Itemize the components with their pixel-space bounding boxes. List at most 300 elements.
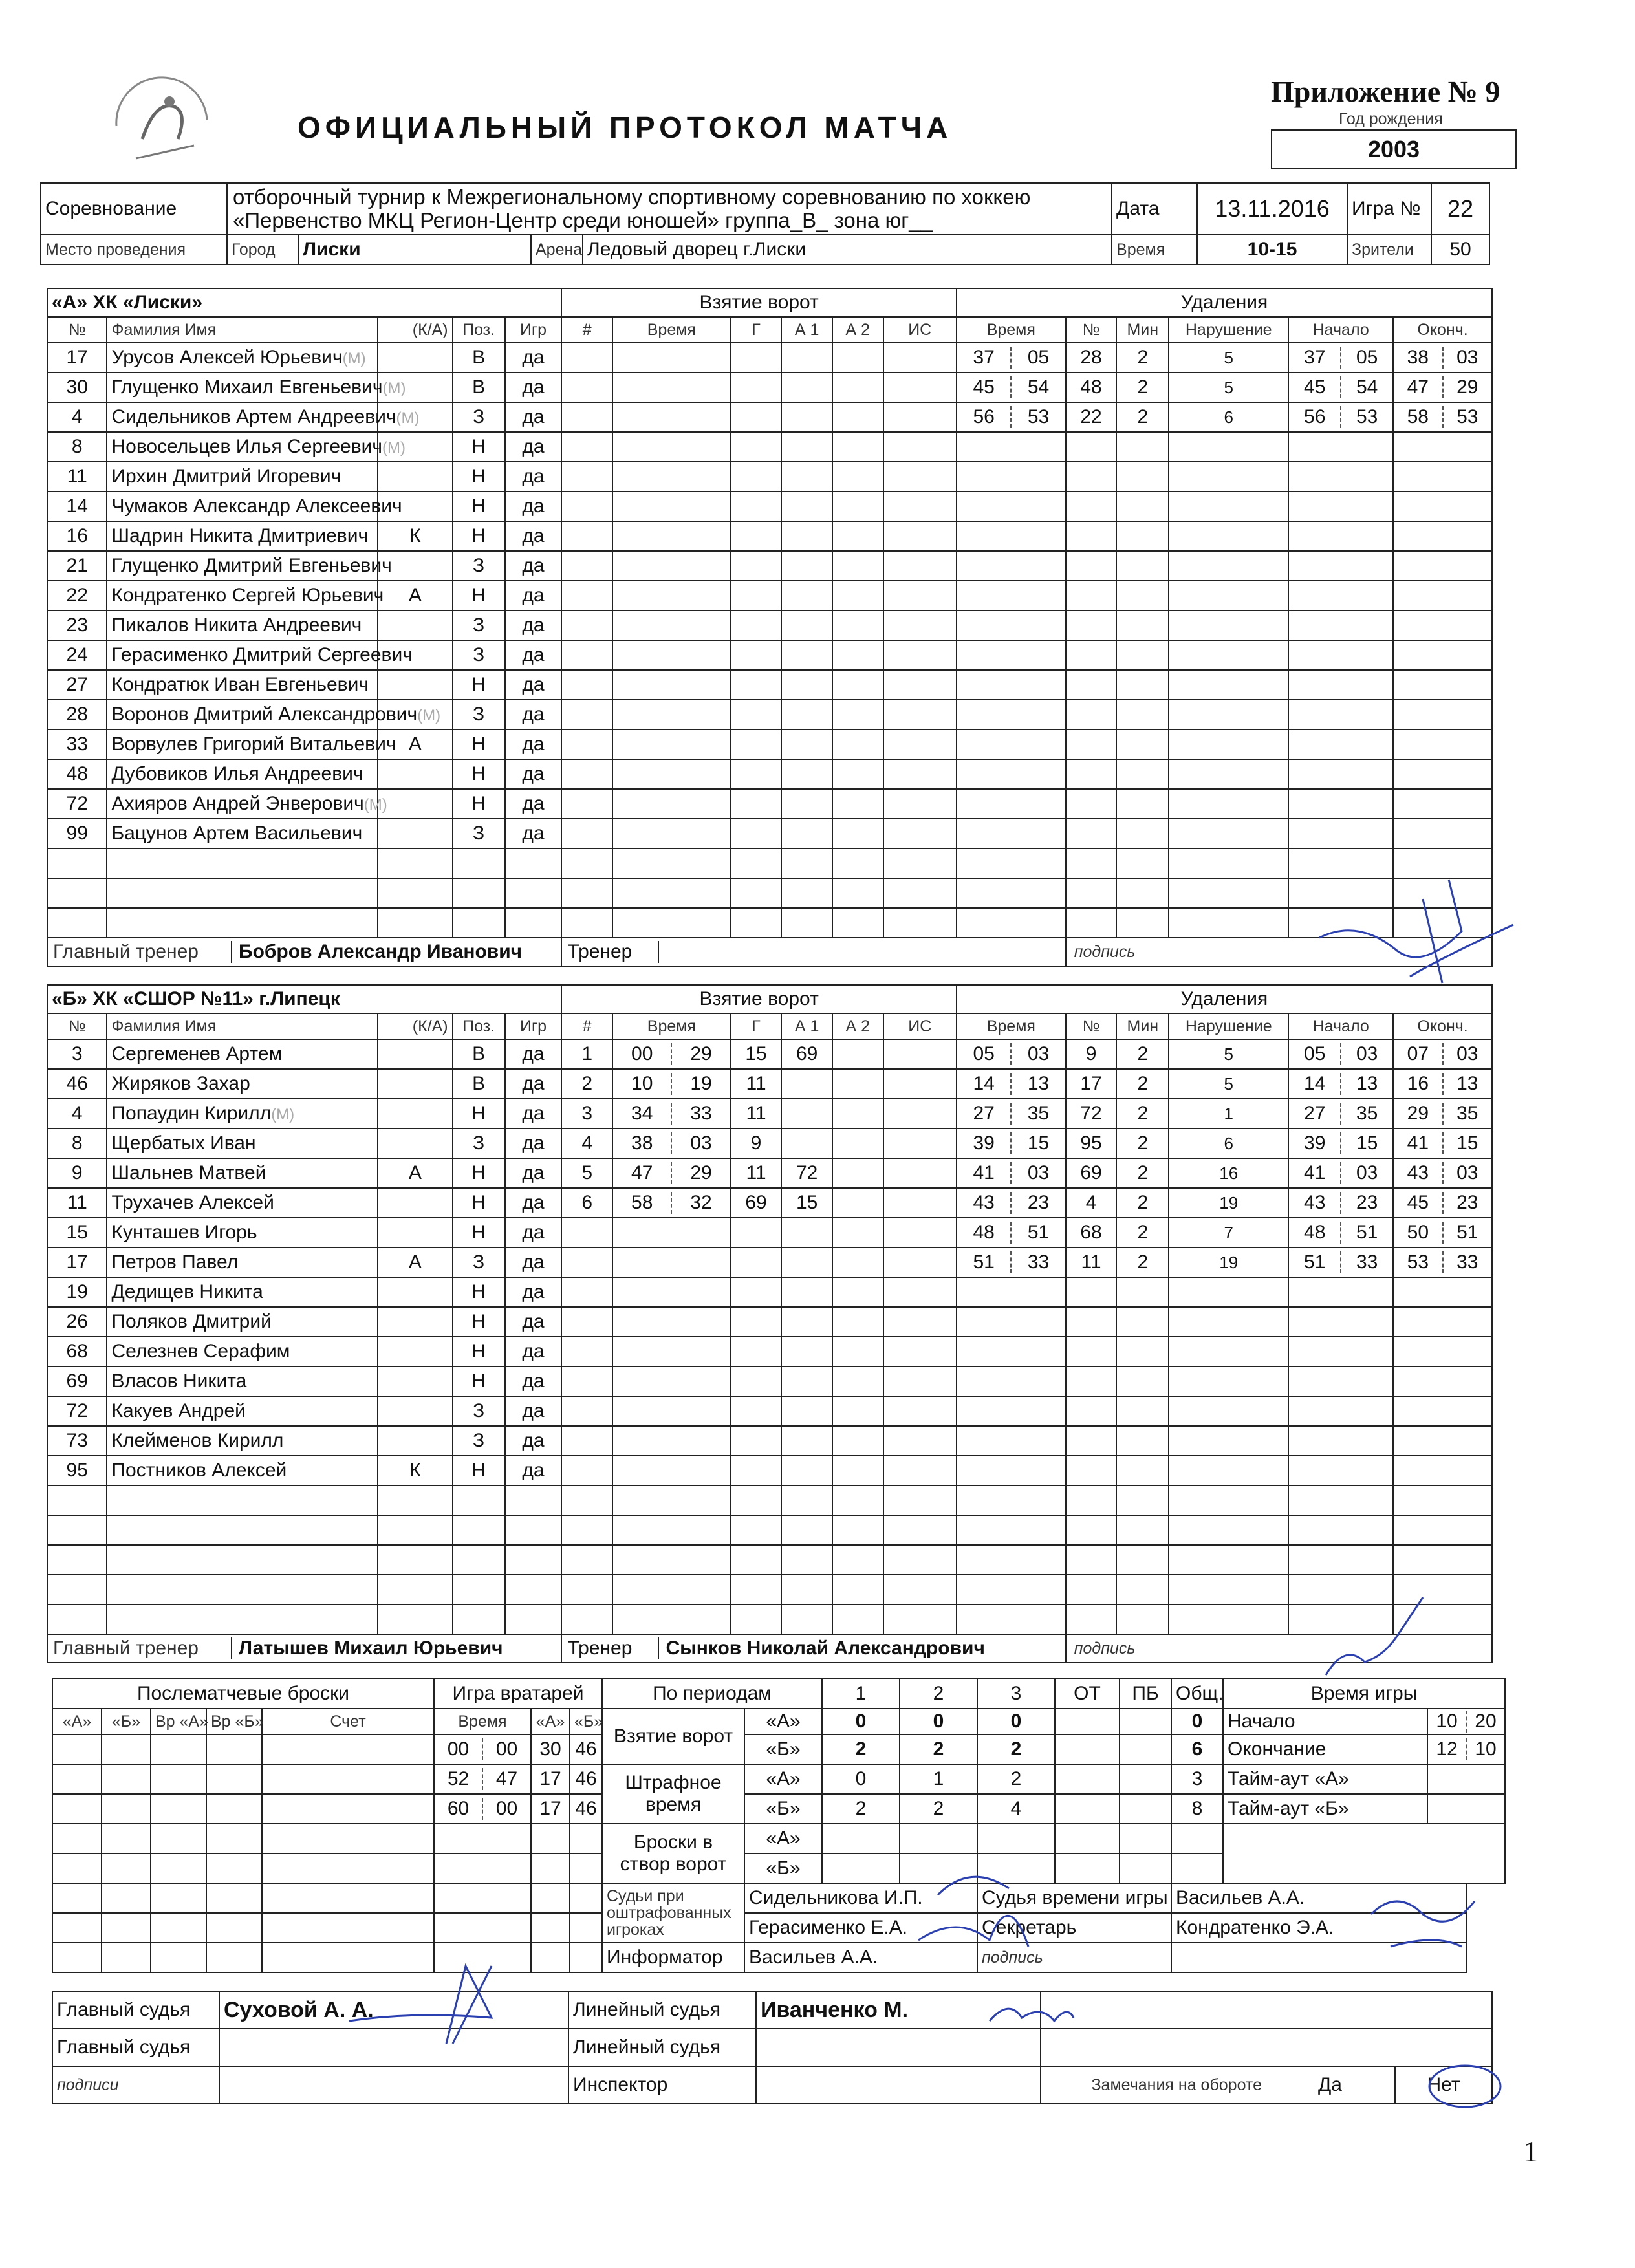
player-name: Шадрин Никита Дмитриевич	[111, 525, 369, 546]
player-number: 26	[47, 1307, 107, 1337]
signatures-label: подписи	[52, 2066, 219, 2104]
gk-row-3-b: 46	[570, 1794, 602, 1824]
team_b-col-num-0: №	[47, 1013, 107, 1039]
penalty-time-min: 48	[957, 1222, 1012, 1244]
penalty-end-min: 50	[1394, 1222, 1443, 1244]
gk-row-2-a: 17	[531, 1764, 570, 1794]
player-name: Ахияров Андрей Энверович	[111, 793, 364, 814]
team_a-col-igr-4: Игр	[505, 317, 562, 343]
goals-a-p1: 0	[822, 1709, 900, 1734]
player-name: Кунташев Игорь	[111, 1222, 257, 1243]
pen-b-label: «Б»	[744, 1794, 822, 1824]
team_b-col-min-13: Мин	[1116, 1013, 1169, 1039]
gk-row-3-min: 60	[435, 1798, 483, 1820]
team_b-col-ka-2: (К/А)	[378, 1013, 453, 1039]
player-played: да	[505, 1247, 562, 1277]
player-m-flag: (М)	[382, 380, 406, 397]
penalty-end-min: 38	[1394, 347, 1443, 369]
penalty-judges-label: Судьи при оштрафованных игроках	[602, 1883, 744, 1943]
gk-row-1-b: 46	[570, 1734, 602, 1764]
linesman-1: Иванченко М.	[756, 1991, 1041, 2029]
pen-a-p1: 0	[822, 1764, 900, 1794]
penalty-player: 11	[1066, 1247, 1117, 1277]
goal-time-min: 10	[613, 1073, 672, 1095]
penalty-violation: 5	[1169, 1039, 1288, 1069]
goal-time-sec: 32	[690, 1192, 712, 1213]
penalty-end-min: 07	[1394, 1043, 1443, 1065]
player-m-flag: (М)	[342, 350, 366, 367]
goal-assist-1: 15	[781, 1188, 832, 1218]
player-name: Воронов Дмитрий Александрович	[111, 704, 418, 725]
pen-a-total: 3	[1171, 1764, 1223, 1794]
player-ka: А	[378, 1158, 453, 1188]
shots-b-label: «Б»	[744, 1853, 822, 1883]
start-minutes: 20	[1475, 1711, 1497, 1732]
player-played: да	[505, 432, 562, 462]
penalty-end-sec: 35	[1456, 1103, 1478, 1124]
goal-time-sec: 29	[690, 1162, 712, 1183]
penalty-violation: 19	[1169, 1188, 1288, 1218]
gk-row-1-min: 00	[435, 1738, 483, 1760]
venue-label: Место проведения	[41, 235, 227, 265]
penalty-time-sec: 23	[1027, 1192, 1050, 1213]
player-number: 27	[47, 670, 107, 700]
pen-b-total: 8	[1171, 1794, 1223, 1824]
player-name: Шальнев Матвей	[111, 1162, 266, 1183]
player-name: Попаудин Кирилл	[111, 1103, 272, 1124]
team_b-col-hash-5: #	[561, 1013, 612, 1039]
player-position: Н	[453, 1277, 505, 1307]
gk-row-1-sec: 00	[495, 1738, 518, 1760]
player-m-flag: (М)	[363, 796, 387, 814]
shots-label: Броски в створ ворот	[602, 1824, 744, 1883]
team-b-title: «Б» ХК «СШОР №11» г.Липецк	[47, 985, 561, 1013]
goal-index: 6	[561, 1188, 612, 1218]
player-played: да	[505, 1456, 562, 1485]
game-label: Игра №	[1347, 183, 1431, 235]
main-referee-label-2: Главный судья	[52, 2029, 219, 2066]
main-referee-1: Суховой А. А.	[219, 1991, 568, 2029]
penalty-minutes: 2	[1116, 1069, 1169, 1099]
penalty-end-min: 45	[1394, 1192, 1443, 1214]
goals-a-total: 0	[1171, 1709, 1223, 1734]
protocol-title: ОФИЦИАЛЬНЫЙ ПРОТОКОЛ МАТЧА	[298, 111, 953, 144]
player-name: Селезнев Серафим	[111, 1341, 290, 1362]
team-a-goals-header: Взятие ворот	[561, 288, 957, 317]
penalty-time-min: 27	[957, 1103, 1012, 1125]
gk-time-header: Время	[434, 1709, 531, 1734]
goal-index: 4	[561, 1129, 612, 1158]
penalty-start-sec: 05	[1356, 347, 1378, 368]
goal-scorer: 9	[731, 1129, 782, 1158]
penalty-start-min: 43	[1289, 1192, 1341, 1214]
goal-scorer: 11	[731, 1069, 782, 1099]
goal-time-sec: 33	[690, 1103, 712, 1124]
penalty-end-min: 53	[1394, 1251, 1443, 1273]
player-name: Постников Алексей	[111, 1460, 287, 1481]
goal-time-min: 38	[613, 1132, 672, 1154]
player-position: Н	[453, 521, 505, 551]
penalty-judge-1: Сидельникова И.П.	[744, 1883, 977, 1913]
player-number: 11	[47, 462, 107, 491]
player-played: да	[505, 670, 562, 700]
penalty-time-sec: 51	[1027, 1222, 1050, 1243]
penalty-minutes: 2	[1116, 1129, 1169, 1158]
player-name: Трухачев Алексей	[111, 1192, 274, 1213]
player-name: Пикалов Никита Андреевич	[111, 614, 362, 636]
player-position: З	[453, 551, 505, 581]
team-a-coach-label: Тренер	[562, 941, 659, 963]
goals-b-p1: 2	[822, 1734, 900, 1764]
player-position: Н	[453, 729, 505, 759]
player-position: З	[453, 700, 505, 729]
player-number: 46	[47, 1069, 107, 1099]
player-played: да	[505, 462, 562, 491]
penalty-violation: 19	[1169, 1247, 1288, 1277]
penalty-time-min: 05	[957, 1043, 1012, 1065]
player-number: 72	[47, 789, 107, 819]
team_b-col-name-1: Фамилия Имя	[107, 1013, 378, 1039]
linesman-label-2: Линейный судья	[568, 2029, 756, 2066]
team_a-col-is-10: ИС	[883, 317, 957, 343]
player-ka: А	[378, 581, 453, 610]
team_a-col-name-1: Фамилия Имя	[107, 317, 378, 343]
goal-scorer: 11	[731, 1158, 782, 1188]
penalty-violation: 5	[1169, 343, 1288, 373]
penalty-minutes: 2	[1116, 402, 1169, 432]
player-name: Клейменов Кирилл	[111, 1430, 284, 1451]
player-played: да	[505, 759, 562, 789]
penalty-end-sec: 51	[1456, 1222, 1478, 1243]
player-position: Н	[453, 462, 505, 491]
goal-scorer: 11	[731, 1099, 782, 1129]
start-label: Начало	[1223, 1709, 1427, 1734]
gk-row-3-sec: 00	[495, 1798, 518, 1819]
pen-a-p2: 1	[900, 1764, 977, 1794]
player-number: 17	[47, 343, 107, 373]
pen-b-p1: 2	[822, 1794, 900, 1824]
goal-time-sec: 19	[690, 1073, 712, 1094]
penalty-violation: 16	[1169, 1158, 1288, 1188]
penalty-end-sec: 13	[1456, 1073, 1478, 1094]
player-position: З	[453, 1396, 505, 1426]
penalty-player: 68	[1066, 1218, 1117, 1247]
penalty-start-sec: 33	[1356, 1251, 1378, 1273]
goal-time-min: 00	[613, 1043, 672, 1065]
player-name: Урусов Алексей Юрьевич	[111, 347, 343, 368]
gk-a-header: «А»	[531, 1709, 570, 1734]
player-name: Дубовиков Илья Андреевич	[111, 763, 363, 784]
player-name: Дедищев Никита	[111, 1281, 263, 1302]
penalty-player: 72	[1066, 1099, 1117, 1129]
penalty-start-min: 39	[1289, 1132, 1341, 1154]
player-name: Кондратюк Иван Евгеньевич	[111, 674, 369, 695]
goal-scorer: 15	[731, 1039, 782, 1069]
penalty-time-min: 37	[957, 347, 1012, 369]
competition-label: Соревнование	[41, 183, 227, 235]
total-header: Общ.	[1171, 1679, 1223, 1709]
player-number: 72	[47, 1396, 107, 1426]
player-played: да	[505, 1188, 562, 1218]
goals-row-label: Взятие ворот	[602, 1709, 744, 1764]
penalty-minutes: 2	[1116, 343, 1169, 373]
penalty-time-min: 43	[957, 1192, 1012, 1214]
informer-label: Информатор	[602, 1943, 744, 1972]
player-number: 8	[47, 1129, 107, 1158]
player-number: 8	[47, 432, 107, 462]
penalty-minutes: 2	[1116, 1158, 1169, 1188]
player-position: Н	[453, 670, 505, 700]
player-played: да	[505, 610, 562, 640]
goal-time-min: 58	[613, 1192, 672, 1214]
team_a-col-a1-8: А 1	[781, 317, 832, 343]
player-name: Ирхин Дмитрий Игоревич	[111, 466, 341, 487]
penalty-end-sec: 29	[1456, 376, 1478, 398]
team_b-col-viol-14: Нарушение	[1169, 1013, 1288, 1039]
penalty-start-min: 14	[1289, 1073, 1341, 1095]
player-position: Н	[453, 1456, 505, 1485]
penalty-start-min: 48	[1289, 1222, 1341, 1244]
penalty-player: 69	[1066, 1158, 1117, 1188]
player-position: Н	[453, 1099, 505, 1129]
team_b-col-is-10: ИС	[883, 1013, 957, 1039]
player-name: Глущенко Михаил Евгеньевич	[111, 376, 383, 398]
player-name: Жиряков Захар	[111, 1073, 250, 1094]
player-played: да	[505, 700, 562, 729]
team-b-goals-header: Взятие ворот	[561, 985, 957, 1013]
player-position: З	[453, 1247, 505, 1277]
penalty-time-min: 51	[957, 1251, 1012, 1273]
so-a-header: «А»	[52, 1709, 102, 1734]
player-m-flag: (М)	[271, 1106, 295, 1123]
player-position: В	[453, 343, 505, 373]
player-ka: А	[378, 1247, 453, 1277]
team-a-coach-signature	[1319, 880, 1513, 983]
player-name: Бацунов Артем Васильевич	[111, 823, 363, 844]
gk-row-2-min: 52	[435, 1768, 483, 1790]
pen-a-label: «А»	[744, 1764, 822, 1794]
team-a-penalties-header: Удаления	[957, 288, 1492, 317]
penalty-player: 95	[1066, 1129, 1117, 1158]
penalty-violation: 7	[1169, 1218, 1288, 1247]
penalty-end-sec: 33	[1456, 1251, 1478, 1273]
player-played: да	[505, 491, 562, 521]
inspector-label: Инспектор	[568, 2066, 756, 2104]
team-b-penalties-header: Удаления	[957, 985, 1492, 1013]
goals-a-label: «А»	[744, 1709, 822, 1734]
appendix-label: Приложение № 9	[1271, 75, 1500, 108]
timeout-b-label: Тайм-аут «Б»	[1223, 1794, 1427, 1824]
goal-assist-1: 69	[781, 1039, 832, 1069]
player-number: 73	[47, 1426, 107, 1456]
player-name: Чумаков Александр Алексеевич	[111, 495, 402, 517]
team_a-col-hash-5: #	[561, 317, 612, 343]
player-played: да	[505, 789, 562, 819]
player-played: да	[505, 1307, 562, 1337]
goal-index: 2	[561, 1069, 612, 1099]
penalty-start-sec: 35	[1356, 1103, 1378, 1124]
team_b-col-a1-8: А 1	[781, 1013, 832, 1039]
penalty-start-min: 05	[1289, 1043, 1341, 1065]
start-hours: 10	[1428, 1711, 1467, 1733]
pen-b-p3: 4	[977, 1794, 1055, 1824]
timeout-a-label: Тайм-аут «А»	[1223, 1764, 1427, 1794]
player-position: Н	[453, 1218, 505, 1247]
player-number: 23	[47, 610, 107, 640]
penalty-end-min: 16	[1394, 1073, 1443, 1095]
penalty-player: 17	[1066, 1069, 1117, 1099]
birth-year: 2003	[1367, 136, 1420, 162]
player-played: да	[505, 729, 562, 759]
player-number: 48	[47, 759, 107, 789]
team_b-col-start-15: Начало	[1288, 1013, 1393, 1039]
player-number: 15	[47, 1218, 107, 1247]
penalty-end-sec: 23	[1456, 1192, 1478, 1213]
goals-a-p3: 0	[977, 1709, 1055, 1734]
period-2-header: 2	[900, 1679, 977, 1709]
start-time-value: 10-15	[1197, 235, 1347, 265]
penalty-minutes: 2	[1116, 1039, 1169, 1069]
timekeeper-name: Васильев А.А.	[1171, 1883, 1466, 1913]
player-name: Сергеменев Артем	[111, 1043, 283, 1064]
player-number: 16	[47, 521, 107, 551]
penalty-start-min: 37	[1289, 347, 1341, 369]
player-m-flag: (М)	[382, 439, 406, 457]
so-b-header: «Б»	[102, 1709, 151, 1734]
team_b-col-end-16: Оконч.	[1393, 1013, 1492, 1039]
team_a-col-viol-14: Нарушение	[1169, 317, 1288, 343]
penalty-start-sec: 23	[1356, 1192, 1378, 1213]
penalty-start-sec: 15	[1356, 1132, 1378, 1154]
penalty-time-min: 45	[957, 376, 1012, 398]
player-played: да	[505, 402, 562, 432]
remarks-no: Нет	[1395, 2066, 1492, 2104]
player-number: 22	[47, 581, 107, 610]
team-b-sign-label: подпись	[1066, 1634, 1492, 1663]
penalty-start-sec: 03	[1356, 1162, 1378, 1183]
player-number: 3	[47, 1039, 107, 1069]
player-played: да	[505, 551, 562, 581]
penalty-start-sec: 03	[1356, 1043, 1378, 1064]
penalty-time-min: 56	[957, 406, 1012, 428]
penalty-end-min: 41	[1394, 1132, 1443, 1154]
player-position: В	[453, 1069, 505, 1099]
gk-b-header: «Б»	[570, 1709, 602, 1734]
date-label: Дата	[1112, 183, 1197, 235]
gk-row-3-a: 17	[531, 1794, 570, 1824]
penalty-player: 48	[1066, 373, 1117, 402]
match-date: 13.11.2016	[1197, 183, 1347, 235]
player-name: Глущенко Дмитрий Евгеньевич	[111, 555, 392, 576]
gametime-label: Время игры	[1223, 1679, 1505, 1709]
goal-index: 1	[561, 1039, 612, 1069]
team_a-col-pn-12: №	[1066, 317, 1117, 343]
remarks-no-circle	[1429, 2066, 1500, 2107]
remarks-label: Замечания на обороте	[1041, 2066, 1266, 2104]
player-number: 4	[47, 402, 107, 432]
player-m-flag: (М)	[417, 707, 441, 724]
penalty-time-sec: 54	[1027, 376, 1050, 398]
player-played: да	[505, 1337, 562, 1366]
secretary-label: Секретарь	[977, 1913, 1171, 1943]
player-name: Петров Павел	[111, 1251, 239, 1273]
player-played: да	[505, 581, 562, 610]
player-name: Поляков Дмитрий	[111, 1311, 272, 1332]
team_b-col-pos-3: Поз.	[453, 1013, 505, 1039]
penalty-time-sec: 53	[1027, 406, 1050, 427]
player-name: Герасименко Дмитрий Сергеевич	[111, 644, 413, 665]
end-label: Окончание	[1223, 1734, 1427, 1764]
player-name: Власов Никита	[111, 1370, 247, 1392]
pen-a-p3: 2	[977, 1764, 1055, 1794]
team_a-col-end-16: Оконч.	[1393, 317, 1492, 343]
judges-signature	[918, 1877, 1028, 1947]
penalty-end-min: 58	[1394, 406, 1443, 428]
player-ka: К	[378, 1456, 453, 1485]
penalty-minutes: 2	[1116, 1099, 1169, 1129]
player-number: 28	[47, 700, 107, 729]
penalty-time-min: 39	[957, 1132, 1012, 1154]
team_a-col-num-0: №	[47, 317, 107, 343]
player-m-flag: (М)	[396, 409, 420, 427]
penalty-player: 22	[1066, 402, 1117, 432]
team-a-head-coach-label: Главный тренер	[48, 941, 232, 963]
penalty-time-label: Штрафное время	[602, 1764, 744, 1824]
team_a-col-ka-2: (К/А)	[378, 317, 453, 343]
ot-header: ОТ	[1055, 1679, 1120, 1709]
player-position: Н	[453, 432, 505, 462]
penalty-violation: 6	[1169, 402, 1288, 432]
player-name: Щербатых Иван	[111, 1132, 256, 1154]
secretary-name: Кондратенко Э.А.	[1171, 1913, 1466, 1943]
penalty-minutes: 2	[1116, 1188, 1169, 1218]
penalty-end-sec: 03	[1456, 1162, 1478, 1183]
shootouts-label: Послематчевые броски	[52, 1679, 434, 1709]
penalty-judge-2: Герасименко Е.А.	[744, 1913, 977, 1943]
player-played: да	[505, 1158, 562, 1188]
player-position: Н	[453, 491, 505, 521]
penalty-start-min: 41	[1289, 1162, 1341, 1184]
penalty-start-sec: 53	[1356, 406, 1378, 427]
period-3-header: 3	[977, 1679, 1055, 1709]
player-position: З	[453, 819, 505, 848]
arena-value: Ледовый дворец г.Лиски	[583, 235, 1112, 265]
player-ka: К	[378, 521, 453, 551]
spectators-value: 50	[1431, 235, 1489, 265]
gk-row-2-b: 46	[570, 1764, 602, 1794]
informer-name: Васильев А.А.	[744, 1943, 977, 1972]
goal-scorer: 69	[731, 1188, 782, 1218]
penalty-start-sec: 54	[1356, 376, 1378, 398]
penalty-time-min: 14	[957, 1073, 1012, 1095]
team_b-col-pn-12: №	[1066, 1013, 1117, 1039]
city-label: Город	[227, 235, 298, 265]
spectators-label: Зрители	[1347, 235, 1431, 265]
team_a-col-time-6: Время	[612, 317, 731, 343]
goal-time-min: 47	[613, 1162, 672, 1184]
arena-label: Арена	[531, 235, 583, 265]
penalty-end-min: 47	[1394, 376, 1443, 398]
penalty-end-sec: 53	[1456, 406, 1478, 427]
penalty-start-min: 56	[1289, 406, 1341, 428]
player-position: З	[453, 1129, 505, 1158]
birth-year-label: Год рождения	[1339, 110, 1443, 128]
player-played: да	[505, 373, 562, 402]
player-number: 68	[47, 1337, 107, 1366]
so-score-header: Счет	[262, 1709, 434, 1734]
goal-index: 5	[561, 1158, 612, 1188]
player-played: да	[505, 1218, 562, 1247]
